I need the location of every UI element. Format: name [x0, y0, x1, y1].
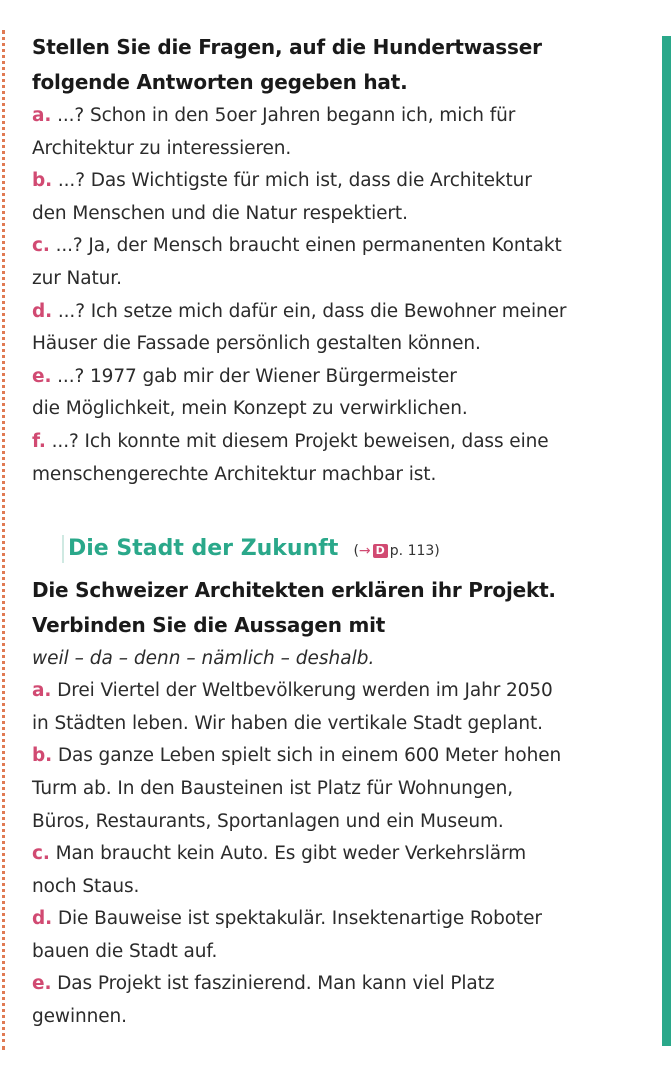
item-letter: e. [32, 365, 52, 387]
exercise-2-item-d [32, 903, 652, 968]
exercise-1-item-e [32, 361, 652, 426]
item-dots: ...? [57, 170, 85, 192]
item-line: Das ganze Leben spielt sich in einem 600 Meter hohen [57, 745, 562, 767]
exercise-1 [32, 30, 652, 491]
page-content [32, 30, 652, 1034]
item-line: zur Natur. [32, 267, 122, 289]
exercise-2-heading-line2: Verbinden Sie die Aussagen mit [32, 613, 386, 638]
page-edge-green-bar [662, 36, 671, 1046]
item-line: Das Wichtigste für mich ist, dass die Architektur [90, 170, 532, 192]
item-line: Schon in den 5oer Jahren begann ich, mich für [89, 105, 516, 126]
margin-dotted-rule [2, 30, 5, 1050]
item-line: menschengerechte Architektur machbar ist. [32, 463, 437, 485]
item-line: Ich konnte mit diesem Projekt beweisen, dass eine [84, 430, 549, 452]
item-letter: b. [32, 745, 53, 767]
arrow-right-icon: → [358, 543, 371, 560]
connector-words: weil – da – denn – nämlich – deshalb. [32, 648, 375, 670]
item-dots: ...? [57, 300, 85, 322]
item-letter: a. [32, 105, 52, 126]
section-title: Die Stadt der Zukunft [68, 536, 339, 562]
item-line: Ich setze mich dafür ein, dass die Bewohner meiner [90, 300, 567, 322]
ref-open-paren: ( [353, 543, 359, 560]
item-line: Man braucht kein Auto. Es gibt weder Verkehrslärm [55, 843, 527, 865]
item-line: in Städten leben. Wir haben die vertikale Stadt geplant. [32, 712, 543, 734]
item-letter: c. [32, 235, 50, 257]
item-dots: ...? [57, 105, 85, 126]
ref-page: p. 113) [389, 543, 440, 560]
item-line: bauen die Stadt auf. [32, 940, 218, 962]
item-line: Häuser die Fassade persönlich gestalten können. [32, 333, 481, 355]
item-dots: ...? [55, 235, 83, 257]
item-line: die Möglichkeit, mein Konzept zu verwirklichen. [32, 398, 468, 420]
item-line: Das Projekt ist faszinierend. Man kann viel Platz [57, 973, 495, 995]
exercise-1-item-f [32, 426, 652, 491]
item-letter: e. [32, 973, 52, 995]
exercise-1-item-c [32, 230, 652, 295]
item-line: Büros, Restaurants, Sportanlagen und ein Museum. [32, 810, 504, 832]
item-line: den Menschen und die Natur respektiert. [32, 202, 408, 224]
page-reference [353, 543, 439, 559]
section-accent-line [62, 535, 64, 563]
exercise-1-heading [32, 30, 652, 100]
exercise-2-item-e [32, 968, 652, 1033]
exercise-2-heading-line1: Die Schweizer Architekten erklären ihr Projekt. [32, 578, 556, 603]
item-letter: d. [32, 908, 53, 930]
item-letter: a. [32, 680, 52, 702]
exercise-2 [32, 573, 652, 1034]
item-line: 1977 gab mir der Wiener Bürgermeister [90, 365, 457, 387]
exercise-1-item-b [32, 165, 652, 230]
item-line: Ja, der Mensch braucht einen permanenten Kontakt [88, 235, 562, 257]
item-letter: f. [32, 430, 46, 452]
exercise-1-heading-line2: folgende Antworten gegeben hat. [32, 70, 408, 94]
exercise-1-item-a [32, 100, 652, 165]
exercise-1-heading-line1: Stellen Sie die Fragen, auf die Hundertwasser [32, 35, 542, 59]
exercise-2-item-a [32, 675, 652, 740]
item-dots: ...? [51, 430, 79, 452]
exercise-1-item-d [32, 296, 652, 361]
section-header [32, 529, 652, 569]
exercise-2-item-c [32, 838, 652, 903]
item-letter: d. [32, 300, 53, 322]
item-dots: ...? [57, 365, 85, 387]
item-line: Architektur zu interessieren. [32, 137, 292, 159]
item-line: Die Bauweise ist spektakulär. Insektenartige Roboter [57, 908, 542, 930]
item-line: Turm ab. In den Bausteinen ist Platz für Wohnungen, [32, 777, 514, 799]
exercise-2-heading [32, 573, 652, 643]
item-letter: c. [32, 843, 50, 865]
item-line: Drei Viertel der Weltbevölkerung werden im Jahr 2050 [57, 680, 553, 702]
exercise-2-item-b [32, 740, 652, 838]
item-letter: b. [32, 170, 53, 192]
item-line: noch Staus. [32, 875, 140, 897]
item-line: gewinnen. [32, 1006, 127, 1028]
d-badge-icon: D [373, 544, 388, 558]
